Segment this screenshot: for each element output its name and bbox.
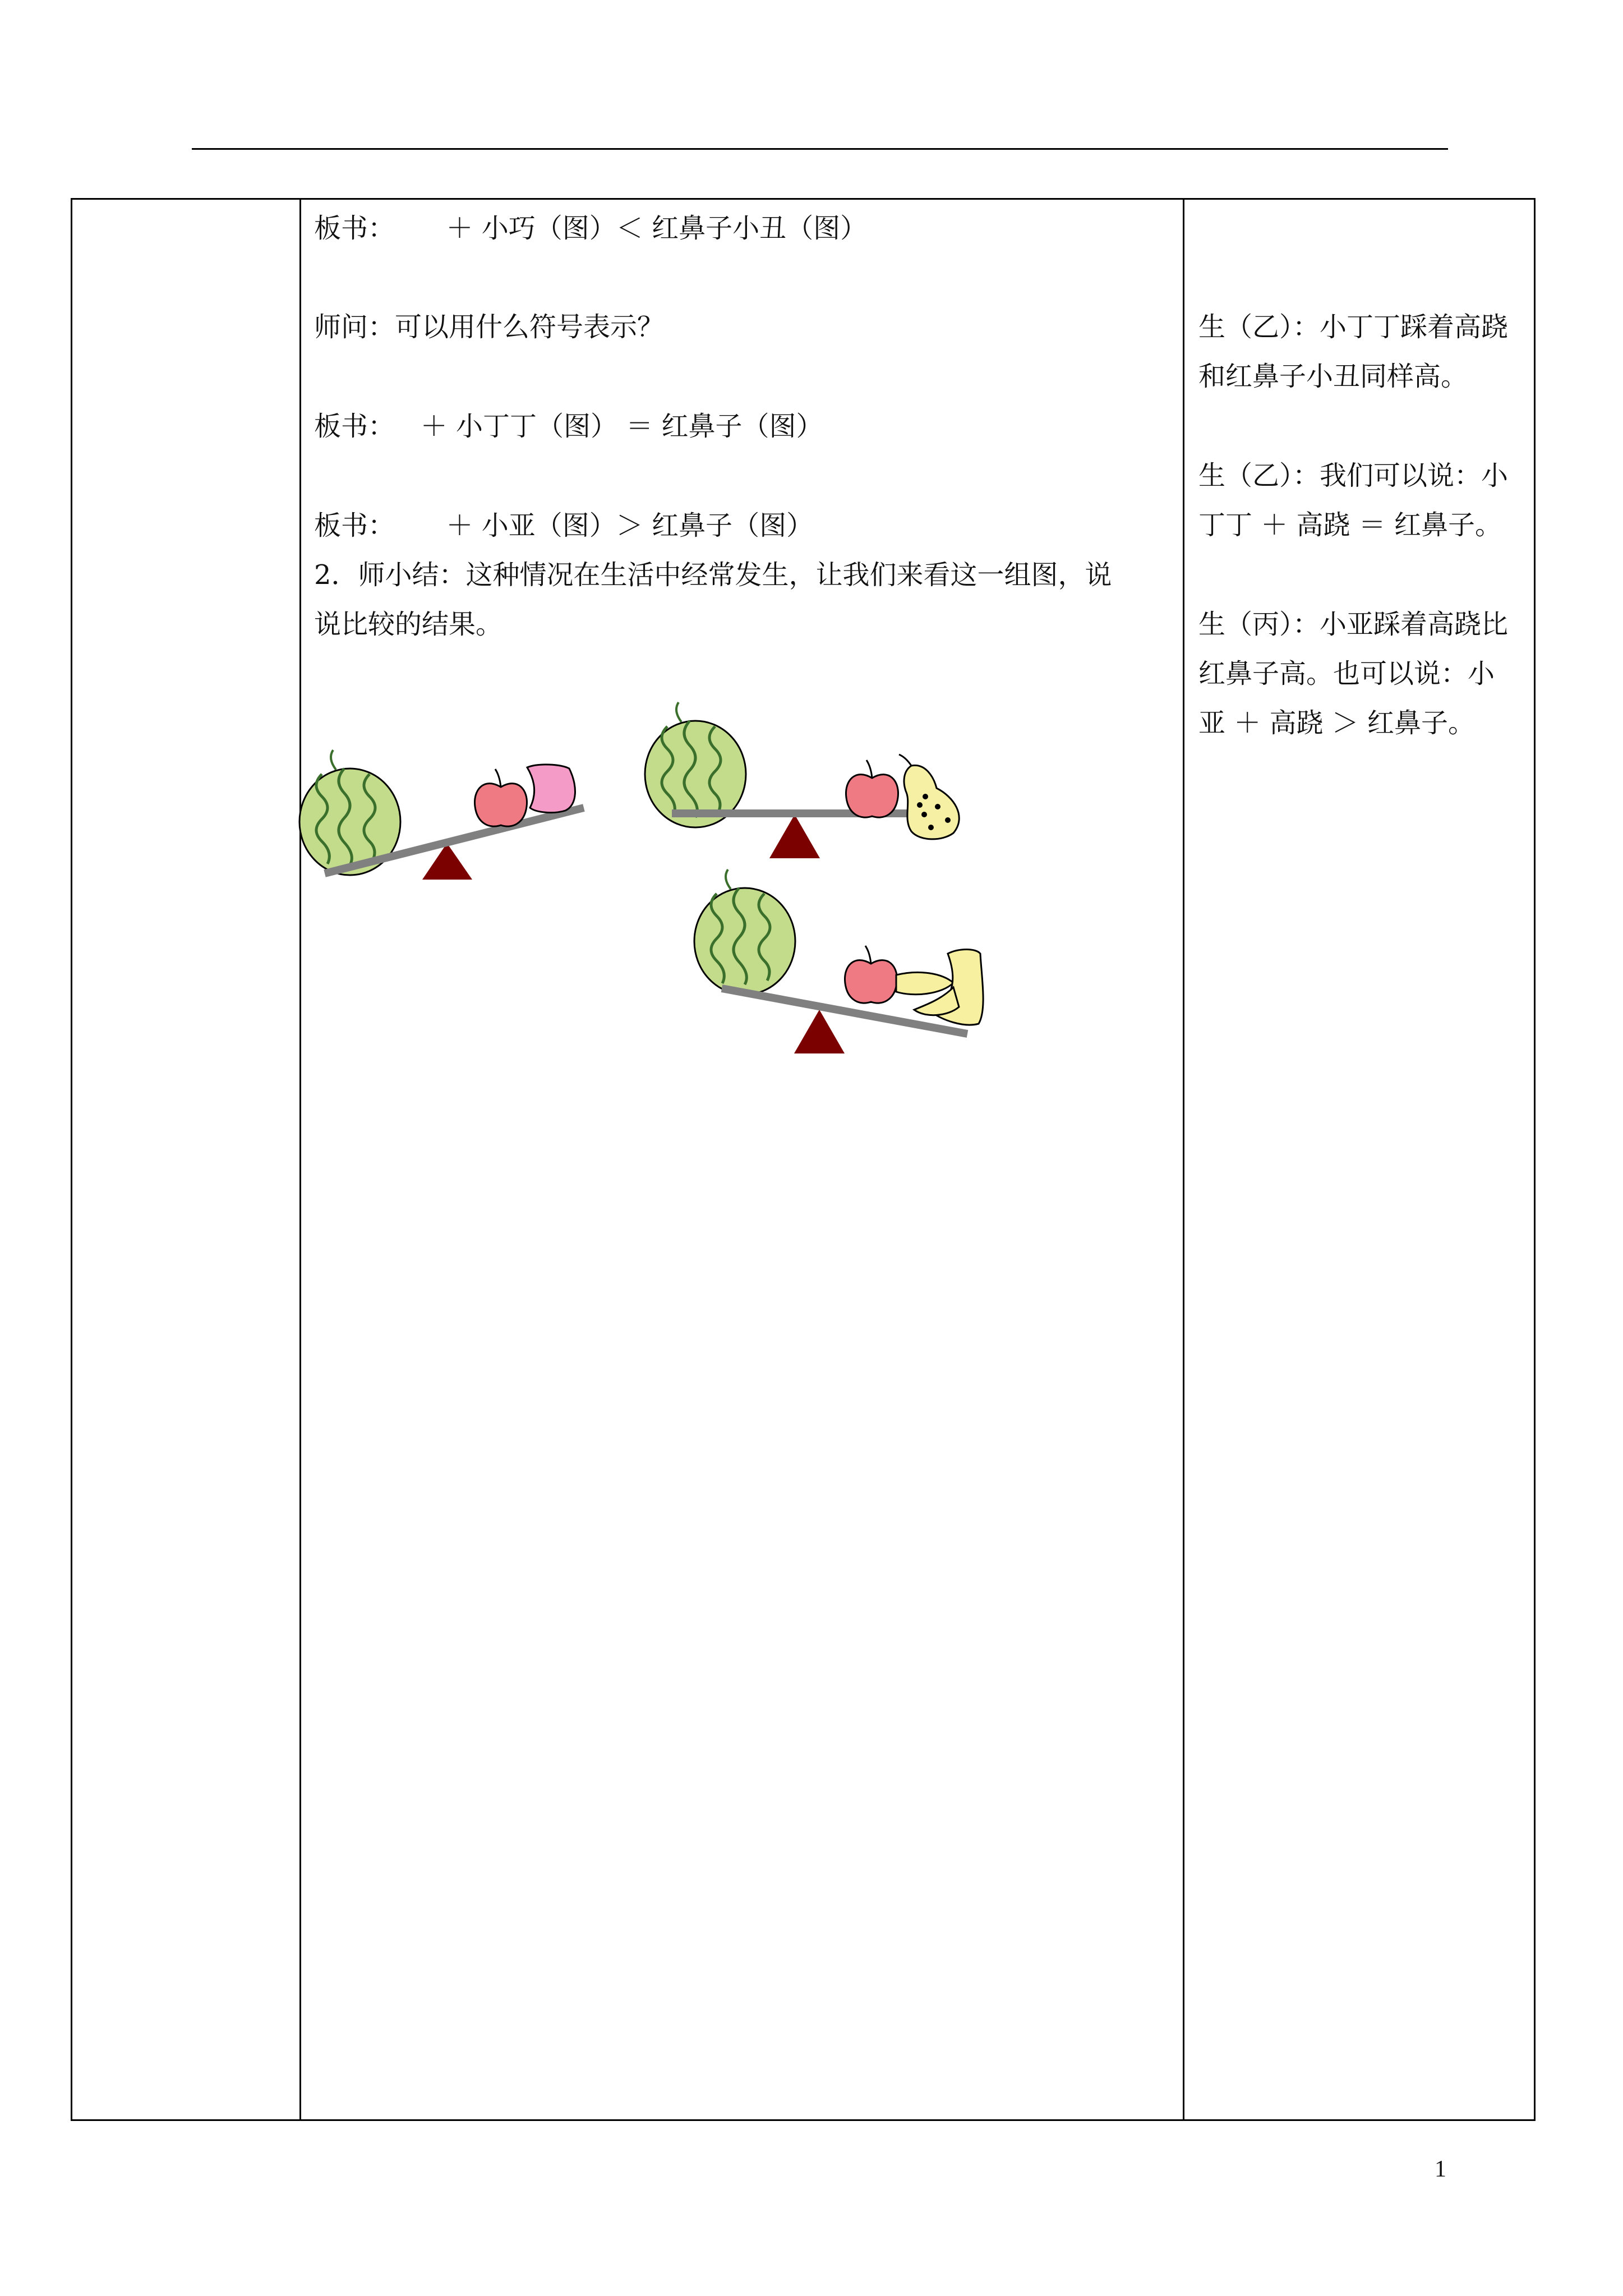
apple-icon bbox=[845, 946, 897, 1003]
scale-2 bbox=[645, 702, 959, 858]
student-line-4: 丁丁 ＋ 高跷 ＝ 红鼻子。 bbox=[1198, 509, 1502, 541]
teacher-question: 师问：可以用什么符号表示？ bbox=[314, 311, 665, 343]
apple-icon bbox=[474, 769, 527, 826]
student-line-3: 生（乙）：我们可以说：小 bbox=[1198, 460, 1509, 491]
peach-icon bbox=[527, 765, 575, 813]
watermelon-icon bbox=[645, 702, 746, 827]
teacher-summary: 2．师小结：这种情况在生活中经常发生，让我们来看这一组图，说 bbox=[314, 559, 1112, 591]
banana-icon bbox=[896, 950, 983, 1025]
student-line-2: 和红鼻子小丑同样高。 bbox=[1198, 361, 1468, 392]
fulcrum-icon bbox=[794, 1010, 845, 1053]
student-line-6: 红鼻子高。也可以说：小 bbox=[1198, 658, 1495, 689]
apple-icon bbox=[846, 760, 898, 817]
scale-3 bbox=[694, 869, 983, 1053]
scale-1 bbox=[299, 750, 584, 880]
student-line-5: 生（丙）：小亚踩着高跷比 bbox=[1198, 609, 1509, 640]
page-number: 1 bbox=[1435, 2156, 1446, 2182]
board-line-1: 板书： ＋ 小巧（图）＜ 红鼻子小丑（图） bbox=[314, 213, 868, 244]
watermelon-icon bbox=[694, 869, 795, 995]
pear-icon bbox=[899, 754, 959, 839]
student-line-7: 亚 ＋ 高跷 ＞ 红鼻子。 bbox=[1198, 707, 1476, 739]
student-line-1: 生（乙）：小丁丁踩着高跷 bbox=[1198, 311, 1509, 343]
teacher-summary-cont: 说比较的结果。 bbox=[314, 609, 503, 640]
board-line-2: 板书： ＋ 小丁丁（图） ＝ 红鼻子（图） bbox=[314, 411, 823, 442]
fulcrum-icon bbox=[769, 815, 820, 858]
board-line-3: 板书： ＋ 小亚（图）＞ 红鼻子（图） bbox=[314, 510, 814, 541]
